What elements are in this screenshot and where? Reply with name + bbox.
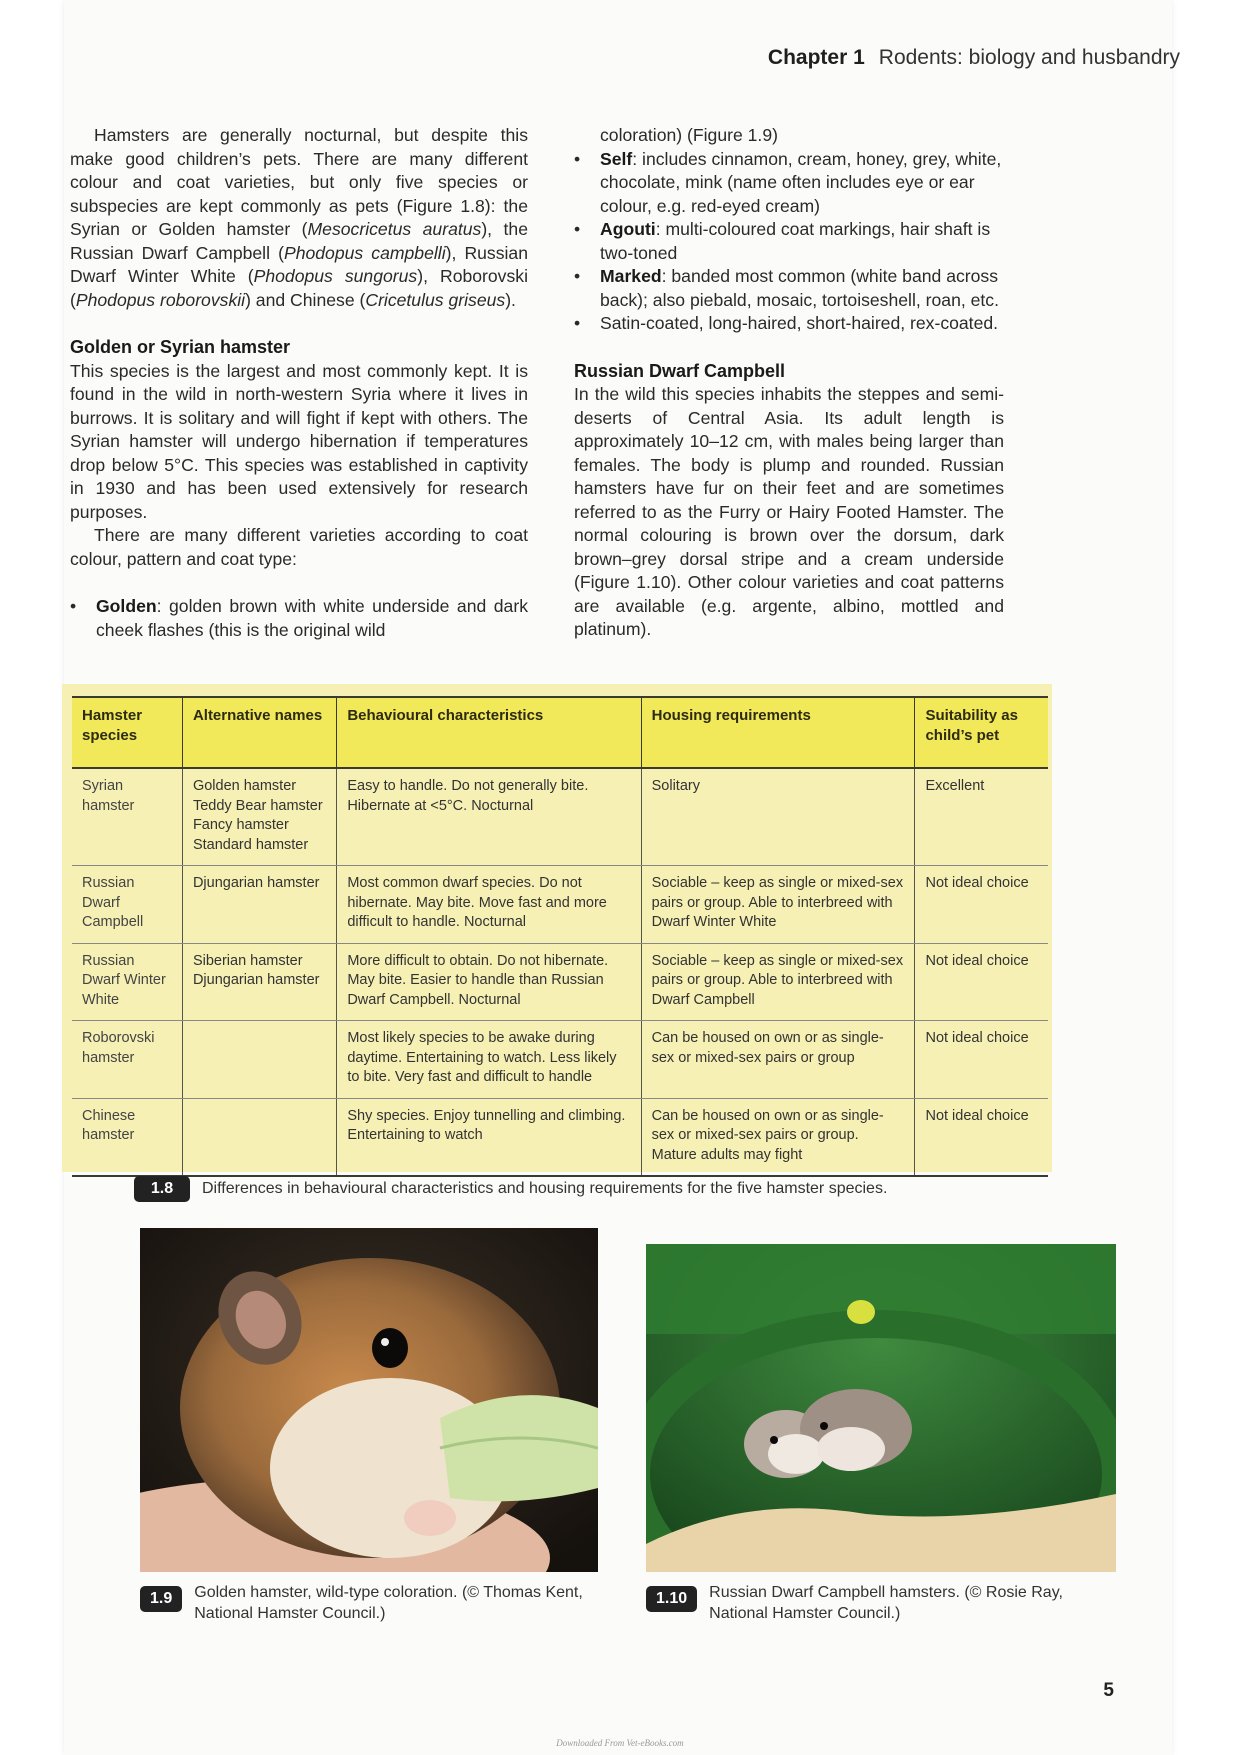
alternative-name: Fancy hamster bbox=[192, 817, 289, 833]
table-cell-alternative-names bbox=[182, 1021, 336, 1099]
figure-1-8-table-panel bbox=[62, 684, 1052, 1172]
species-name: Mesocricetus auratus bbox=[307, 219, 482, 239]
table-cell-behaviour: Most common dwarf species. Do not hibernate. May bite. Move fast and more difficult to handle. Nocturnal bbox=[337, 866, 641, 944]
page-number: 5 bbox=[1103, 1680, 1114, 1701]
table-cell-alternative-names bbox=[182, 866, 336, 944]
intro-text: ), the Russian Dwarf Campbell ( bbox=[70, 219, 528, 263]
russian-paragraph: In the wild this species inhabits the steppes and semi-deserts of Central Asia. Its adult length is approximately 10–12 cm, with males being larger than females. The body is plump and rounded. Russian hamsters have fur on their feet and are sometimes referred to as the Furry or Hairy Footed Hamster. The normal colouring is brown over the dorsum, dark brown–grey dorsal stripe and a cream underside (Figure 1.10). Other colour varieties and coat patterns are available (e.g. argente, albino, mottled and platinum). bbox=[574, 384, 1004, 639]
bullet-text: : multi-coloured coat markings, hair shaft is two-toned bbox=[600, 219, 991, 263]
variety-bullet-list bbox=[574, 148, 1004, 336]
table-cell-housing: Sociable – keep as single or mixed-sex pairs or group. Able to interbreed with Dwarf Winter White bbox=[641, 866, 915, 944]
table-cell-species: Syrian hamster bbox=[72, 768, 182, 866]
bullet-label: Self bbox=[600, 148, 633, 169]
table-row bbox=[72, 943, 1048, 1021]
column-header: Hamster species bbox=[72, 697, 182, 768]
intro-text: ). bbox=[505, 289, 516, 310]
figure-number-badge: 1.10 bbox=[646, 1586, 697, 1612]
figure-1-9-caption bbox=[140, 1582, 598, 1624]
table-cell-suitability: Not ideal choice bbox=[915, 943, 1048, 1021]
table-row bbox=[72, 1098, 1048, 1176]
alternative-name: Siberian hamster bbox=[192, 952, 303, 969]
column-header: Suitability as child’s pet bbox=[915, 697, 1048, 768]
intro-text: ) and Chinese ( bbox=[245, 289, 366, 310]
russian-dwarf-hamsters-photo bbox=[646, 1244, 1116, 1572]
syrian-paragraph: This species is the largest and most commonly kept. It is found in the wild in north-western Syria where it lives in burrows. It is solitary and will fight if kept with others. The Syrian hamster will undergo hibernation if temperatures drop below 5°C. This species was established in captivity in 1930 and has been used extensively for research purposes. bbox=[70, 360, 528, 522]
table-row bbox=[72, 768, 1048, 866]
column-header: Housing requirements bbox=[641, 697, 915, 768]
table-body bbox=[72, 768, 1048, 1176]
alternative-name: Golden hamster bbox=[192, 778, 297, 794]
table-cell-species: Russian Dwarf Winter White bbox=[72, 943, 182, 1021]
golden-bullet-list bbox=[70, 595, 528, 642]
figure-1-8-caption bbox=[134, 1176, 1134, 1202]
column-header: Behavioural characteristics bbox=[337, 697, 641, 768]
intro-text: Hamsters are generally nocturnal, but despite this make good children’s pets. There are many different colour and coat varieties, but only five species or subspecies are kept commonly as pets (Figure 1.8): the Syrian or Golden hamster ( bbox=[70, 125, 528, 239]
bullet-text: : includes cinnamon, cream, honey, grey, white, chocolate, mink (name often includes eye or ear colour, e.g. red-eyed cream) bbox=[600, 148, 1002, 216]
table-row bbox=[72, 866, 1048, 944]
table-cell-housing: Can be housed on own or as single-sex or mixed-sex pairs or group. Mature adults may fight bbox=[641, 1098, 915, 1176]
table-cell-behaviour: Easy to handle. Do not generally bite. Hibernate at <5°C. Nocturnal bbox=[337, 768, 641, 866]
table-cell-alternative-names bbox=[182, 943, 336, 1021]
caption-text: Differences in behavioural characteristics and housing requirements for the five hamster species. bbox=[202, 1180, 888, 1197]
table-cell-species: Russian Dwarf Campbell bbox=[72, 866, 182, 944]
bullet-label: Marked bbox=[600, 266, 662, 286]
bullet-text: Satin-coated, long-haired, short-haired, rex-coated. bbox=[600, 313, 999, 333]
alternative-name: Teddy Bear hamster bbox=[192, 797, 323, 814]
alternative-name: Djungarian hamster bbox=[192, 875, 320, 891]
intro-text: ), Roborovski ( bbox=[70, 266, 528, 310]
bullet-text: : banded most common (white band across back); also piebald, mosaic, tortoiseshell, roan, etc. bbox=[600, 266, 999, 310]
bullet-label: Agouti bbox=[600, 219, 656, 239]
syrian-heading: Golden or Syrian hamster bbox=[70, 337, 291, 357]
table-cell-suitability: Not ideal choice bbox=[915, 1098, 1048, 1176]
table-cell-behaviour: More difficult to obtain. Do not hibernate. May bite. Easier to handle than Russian Dwarf Campbell. Nocturnal bbox=[337, 943, 641, 1021]
russian-heading: Russian Dwarf Campbell bbox=[574, 360, 786, 381]
chapter-label: Chapter 1 bbox=[767, 46, 865, 69]
table-header-row bbox=[72, 697, 1048, 768]
list-item bbox=[574, 312, 1004, 336]
table-cell-behaviour: Most likely species to be awake during daytime. Entertaining to watch. Less likely to bite. Very fast and difficult to handle bbox=[337, 1021, 641, 1099]
right-column bbox=[574, 124, 1004, 642]
figure-number-badge: 1.8 bbox=[134, 1176, 190, 1202]
hamster-species-table bbox=[72, 696, 1048, 1177]
golden-hamster-photo bbox=[140, 1228, 598, 1572]
figure-1-10-caption bbox=[646, 1582, 1116, 1624]
list-item bbox=[574, 265, 1004, 312]
chapter-title: Rodents: biology and husbandry bbox=[878, 46, 1180, 69]
table-row bbox=[72, 1021, 1048, 1099]
list-item bbox=[70, 595, 528, 642]
running-header bbox=[768, 46, 1180, 70]
species-name: Phodopus campbelli bbox=[283, 242, 446, 263]
table-cell-alternative-names bbox=[182, 1098, 336, 1176]
alternative-name: Standard hamster bbox=[192, 836, 309, 853]
table-cell-alternative-names bbox=[182, 768, 336, 866]
table-cell-housing: Sociable – keep as single or mixed-sex pairs or group. Able to interbreed with Dwarf Campbell bbox=[641, 943, 915, 1021]
table-cell-suitability: Not ideal choice bbox=[915, 866, 1048, 944]
left-column bbox=[70, 124, 528, 642]
intro-paragraph bbox=[70, 124, 528, 312]
table-cell-housing: Solitary bbox=[641, 768, 915, 866]
species-name: Phodopus sungorus bbox=[253, 266, 418, 286]
alternative-name: Djungarian hamster bbox=[192, 972, 320, 988]
bullet-label: Golden bbox=[96, 596, 157, 616]
caption-text: Russian Dwarf Campbell hamsters. (© Rosie Ray, National Hamster Council.) bbox=[709, 1584, 1063, 1622]
species-name: Phodopus roborovskii bbox=[75, 289, 246, 310]
figure-number-badge: 1.9 bbox=[140, 1586, 182, 1612]
continued-text: coloration) (Figure 1.9) bbox=[600, 125, 778, 145]
table-cell-behaviour: Shy species. Enjoy tunnelling and climbing. Entertaining to watch bbox=[337, 1098, 641, 1176]
table-cell-suitability: Excellent bbox=[915, 768, 1048, 866]
table-cell-species: Roborovski hamster bbox=[72, 1021, 182, 1099]
table-cell-species: Chinese hamster bbox=[72, 1098, 182, 1176]
bullet-text: : golden brown with white underside and dark cheek flashes (this is the original wild bbox=[96, 596, 528, 640]
species-name: Cricetulus griseus bbox=[365, 289, 506, 310]
intro-text: ), Russian Dwarf Winter White ( bbox=[70, 242, 529, 286]
table-cell-housing: Can be housed on own or as single-sex or mixed-sex pairs or group bbox=[641, 1021, 915, 1099]
footer-watermark: Downloaded From Vet-eBooks.com bbox=[556, 1738, 684, 1748]
column-header: Alternative names bbox=[182, 697, 336, 768]
table-cell-suitability: Not ideal choice bbox=[915, 1021, 1048, 1099]
caption-text: Golden hamster, wild-type coloration. (© Thomas Kent, National Hamster Council.) bbox=[194, 1584, 583, 1622]
varieties-paragraph: There are many different varieties according to coat colour, pattern and coat type: bbox=[70, 525, 528, 569]
list-item bbox=[574, 148, 1004, 219]
list-item bbox=[574, 218, 1004, 265]
